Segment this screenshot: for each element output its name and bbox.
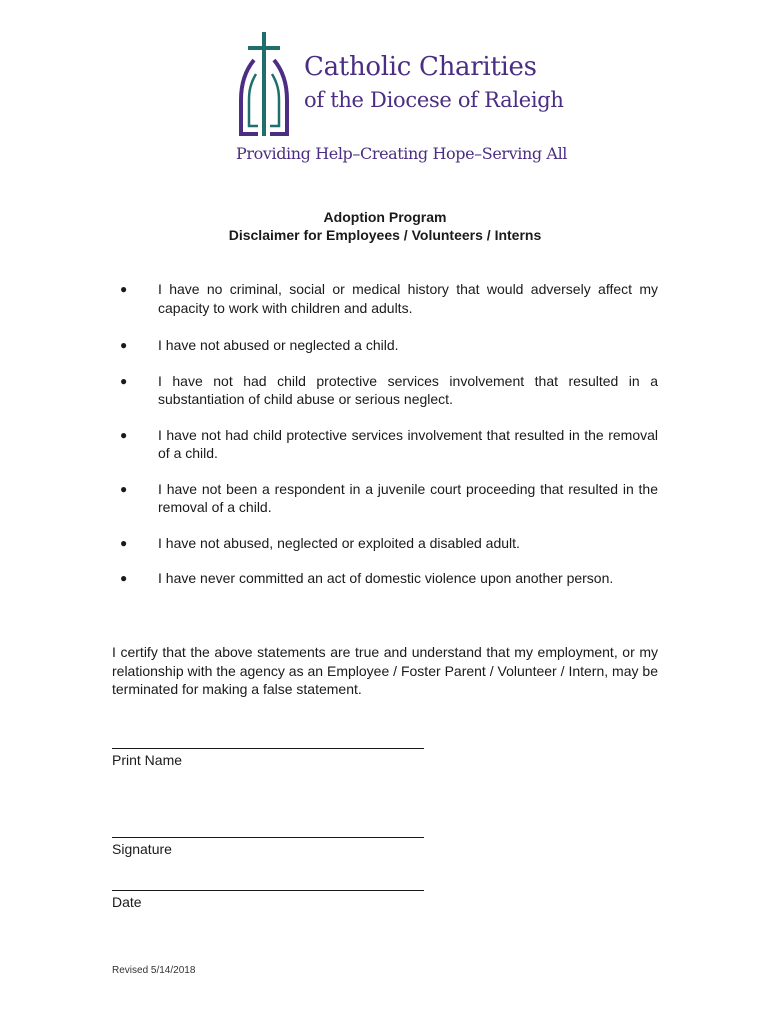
list-item	[120, 280, 658, 317]
statement-text: I have no criminal, social or medical history that would adversely affect my capacity to work with children and adults.	[158, 281, 658, 316]
print-name-label: Print Name	[112, 752, 183, 768]
bullet-icon: ●	[120, 338, 128, 352]
statement-text: I have not abused, neglected or exploited a disabled adult.	[158, 534, 520, 551]
statement-text: I have not abused or neglected a child.	[158, 337, 399, 353]
signature-line[interactable]	[112, 837, 424, 838]
cross-with-bell-outline-icon	[236, 30, 296, 142]
letterhead	[236, 30, 568, 175]
statement-text: I have not been a respondent in a juvenile court proceeding that resulted in the removal of a child.	[158, 480, 658, 515]
list-item	[120, 569, 658, 588]
certification-paragraph: I certify that the above statements are true and understand that my employment, or my relationship with the agency as an Employee / Foster Parent / Volunteer / Intern, may be terminated for making a false statement.	[112, 644, 658, 697]
signature-label: Signature	[112, 841, 172, 857]
document-title	[0, 208, 770, 244]
title-line-1: Adoption Program	[323, 209, 447, 225]
bullet-icon: ●	[120, 427, 128, 442]
list-item	[120, 336, 658, 355]
list-item	[120, 534, 658, 553]
print-name-line[interactable]	[112, 748, 424, 749]
list-item	[120, 372, 658, 409]
list-item	[120, 480, 658, 517]
statement-text: I have not had child protective services involvement that resulted in a substantiation of child abuse or serious neglect.	[158, 372, 658, 407]
org-name-line2: of the Diocese of Raleigh	[304, 88, 564, 112]
bullet-icon: ●	[120, 481, 128, 496]
statement-list	[120, 280, 658, 588]
date-label: Date	[112, 894, 142, 910]
org-name-line1: Catholic Charities	[304, 52, 537, 82]
bullet-icon: ●	[120, 373, 128, 388]
bullet-icon: ●	[120, 571, 128, 585]
bullet-icon: ●	[120, 282, 128, 296]
bullet-icon: ●	[120, 535, 128, 550]
list-item	[120, 426, 658, 463]
revision-note: Revised 5/14/2018	[112, 965, 196, 976]
statement-text: I have not had child protective services involvement that resulted in the removal of a child.	[158, 426, 658, 461]
statement-text: I have never committed an act of domestic violence upon another person.	[158, 570, 614, 586]
title-line-2: Disclaimer for Employees / Volunteers / Interns	[228, 227, 542, 243]
tagline: Providing Help–Creating Hope–Serving All	[236, 144, 568, 163]
date-line[interactable]	[112, 890, 424, 891]
